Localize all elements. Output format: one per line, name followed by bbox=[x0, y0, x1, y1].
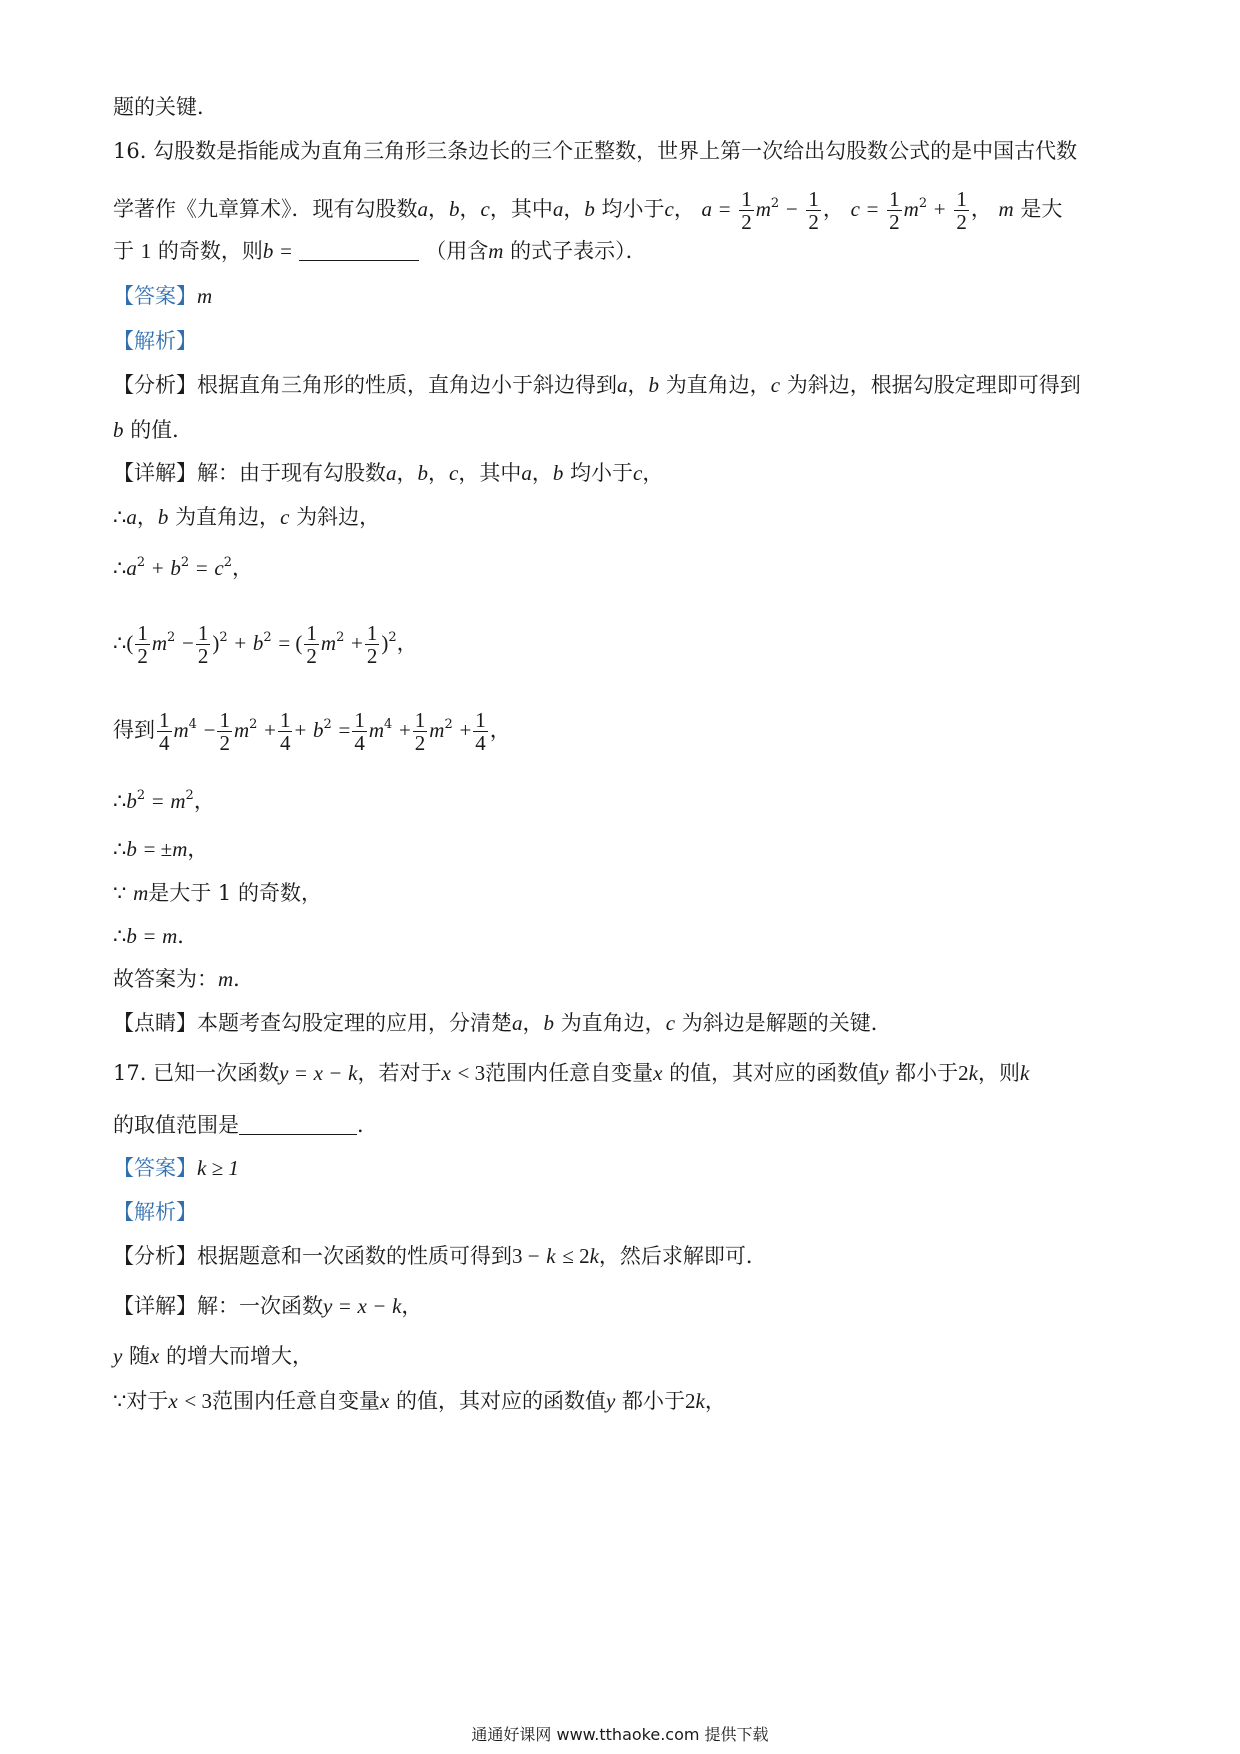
text: 为直角边， bbox=[175, 505, 281, 529]
text: 为斜边，根据勾股定理即可得到 bbox=[786, 373, 1081, 397]
equation-line: $\therefore a^2 + b^2 = c^2$， bbox=[113, 555, 253, 580]
text: 的奇数，则 bbox=[157, 239, 263, 263]
text: 都小于 bbox=[895, 1061, 959, 1085]
text: 17. 已知一次函数 bbox=[113, 1061, 280, 1085]
equation-line: ∴( $\frac{1}{2}$ $m^2$ − $\frac{1}{2}$ )$^2 + b^2$ = ( $\frac{1}{2}$ $m^2$ + $\frac{1}{2}$ )$^2$， bbox=[113, 621, 418, 668]
fraction: $\frac{1}{2}$ bbox=[889, 187, 900, 234]
text: 为斜边， bbox=[296, 505, 381, 529]
remark-line: 【点睛】本题考查勾股定理的应用，分清楚a，b 为直角边，c 为斜边是解题的关键． bbox=[113, 1011, 892, 1035]
text-line bbox=[113, 92, 218, 122]
fraction: $\frac{1}{2}$ bbox=[808, 187, 819, 234]
text: 故答案为： bbox=[113, 967, 218, 991]
equation-line: ∵ m是大于 1 的奇数， bbox=[113, 881, 322, 905]
text: 对于 bbox=[126, 1389, 169, 1413]
text: 是大 bbox=[1020, 197, 1063, 221]
text: 【分析】根据直角三角形的性质，直角边小于斜边得到 bbox=[113, 373, 617, 397]
question-16-text: 学著作《九章算术》．现有勾股数a，b，c，其中a，b 均小于c， a = $\frac{1}{2}$ $m^2$ − $\frac{1}{2}$ ， c = $\frac{1}{2}$ $m^2$ + $\frac{1}{2}$ ， m 是大 bbox=[113, 187, 1063, 234]
solution-line: y 随x 的增大而增大， bbox=[113, 1344, 314, 1368]
fraction: $\frac{1}{2}$ bbox=[741, 187, 752, 234]
answer-value: k ≥ 1 bbox=[197, 1156, 239, 1180]
text: 是大于 1 的奇数， bbox=[148, 881, 322, 905]
text: 得到 bbox=[113, 718, 155, 742]
text: 的值，其对应的函数值 bbox=[396, 1389, 606, 1413]
analysis-header bbox=[113, 1197, 197, 1227]
analysis-label: 【解析】 bbox=[113, 329, 197, 353]
text: 为直角边， bbox=[560, 1011, 666, 1035]
equation-line: ∴b = ±m， bbox=[113, 837, 209, 861]
text: ，其中 bbox=[489, 197, 553, 221]
text: 范围内任意自变量 bbox=[485, 1061, 654, 1085]
answer-line bbox=[113, 281, 212, 311]
solution-line: 【详解】解：由于现有勾股数a，b，c，其中a，b 均小于c， bbox=[113, 461, 664, 485]
conclusion-line: 故答案为：m． bbox=[113, 967, 255, 991]
equation-line: ∴b = m． bbox=[113, 924, 199, 948]
text: 为斜边是解题的关键． bbox=[681, 1011, 892, 1035]
text: （用含 bbox=[425, 239, 489, 263]
text: 【详解】解：一次函数 bbox=[113, 1294, 323, 1318]
text: 于 bbox=[113, 239, 134, 263]
text: 的取值范围是 bbox=[113, 1113, 239, 1137]
analysis-line: b 的值． bbox=[113, 418, 194, 442]
fraction: $\frac{1}{2}$ bbox=[956, 187, 967, 234]
analysis-header bbox=[113, 326, 197, 356]
text: 的值． bbox=[130, 418, 194, 442]
question-16-text: 于 1 的奇数，则b = （用含m 的式子表示）． bbox=[113, 239, 647, 263]
analysis-line: 【分析】根据直角三角形的性质，直角边小于斜边得到a，b 为直角边，c 为斜边，根据勾股定理即可得到 bbox=[113, 373, 1081, 397]
equation-line: $\therefore b^2 = m^2$， bbox=[113, 788, 215, 813]
text: 均小于 bbox=[570, 461, 634, 485]
solution-line: ∴a，b 为直角边，c 为斜边， bbox=[113, 505, 381, 529]
question-16-text bbox=[113, 136, 1077, 166]
text: 均小于 bbox=[601, 197, 665, 221]
text: 范围内任意自变量 bbox=[211, 1389, 380, 1413]
text: 【分析】根据题意和一次函数的性质可得到 bbox=[113, 1244, 512, 1268]
answer-label: 【答案】 bbox=[113, 284, 197, 308]
solution-line: 【详解】解：一次函数y = x − k， bbox=[113, 1294, 423, 1318]
text: 题的关键． bbox=[113, 95, 218, 119]
solution-line: ∵对于x < 3范围内任意自变量x 的值，其对应的函数值y 都小于2k， bbox=[113, 1389, 726, 1413]
text: 随 bbox=[129, 1344, 151, 1368]
answer-blank bbox=[299, 240, 419, 261]
text: ，然后求解即可． bbox=[598, 1244, 767, 1268]
question-17-text: 的取值范围是 ． bbox=[113, 1113, 378, 1137]
analysis-line: 【分析】根据题意和一次函数的性质可得到3 − k ≤ 2k，然后求解即可． bbox=[113, 1244, 767, 1268]
answer-value: m bbox=[197, 284, 213, 308]
text: ，其中 bbox=[458, 461, 522, 485]
text: 的值，其对应的函数值 bbox=[669, 1061, 880, 1085]
text: 学著作《九章算术》．现有勾股数 bbox=[113, 197, 418, 221]
text: ，若对于 bbox=[357, 1061, 442, 1085]
answer-blank bbox=[239, 1114, 357, 1135]
analysis-label: 【解析】 bbox=[113, 1200, 197, 1224]
text: 都小于 bbox=[622, 1389, 686, 1413]
equation-line: 得到 $\frac{1}{4}$ $m^4$ − $\frac{1}{2}$ $m^2$ + $\frac{1}{4}$ + $b^2$ = $\frac{1}{4}$ $m^4$ + $\frac{1}{2}$ $m^2$ + $\frac{1}{4}$ ， bbox=[113, 708, 511, 755]
text: 的式子表示）． bbox=[510, 239, 647, 263]
question-17-text: 17. 已知一次函数y = x − k，若对于x < 3范围内任意自变量x 的值，其对应的函数值y 都小于2k，则k bbox=[113, 1061, 1030, 1085]
page-footer: 通通好课网 www.tthaoke.com 提供下载 bbox=[471, 1725, 769, 1744]
answer-label: 【答案】 bbox=[113, 1156, 197, 1180]
text: 16. 勾股数是指能成为直角三角形三条边长的三个正整数，世界上第一次给出勾股数公式的是中国古代数 bbox=[113, 139, 1078, 163]
text: 【点睛】本题考查勾股定理的应用，分清楚 bbox=[113, 1011, 512, 1035]
text: 为直角边， bbox=[665, 373, 771, 397]
answer-line bbox=[113, 1153, 239, 1183]
text: 【详解】解：由于现有勾股数 bbox=[113, 461, 386, 485]
text: 的增大而增大， bbox=[166, 1344, 314, 1368]
text: ，则 bbox=[977, 1061, 1020, 1085]
